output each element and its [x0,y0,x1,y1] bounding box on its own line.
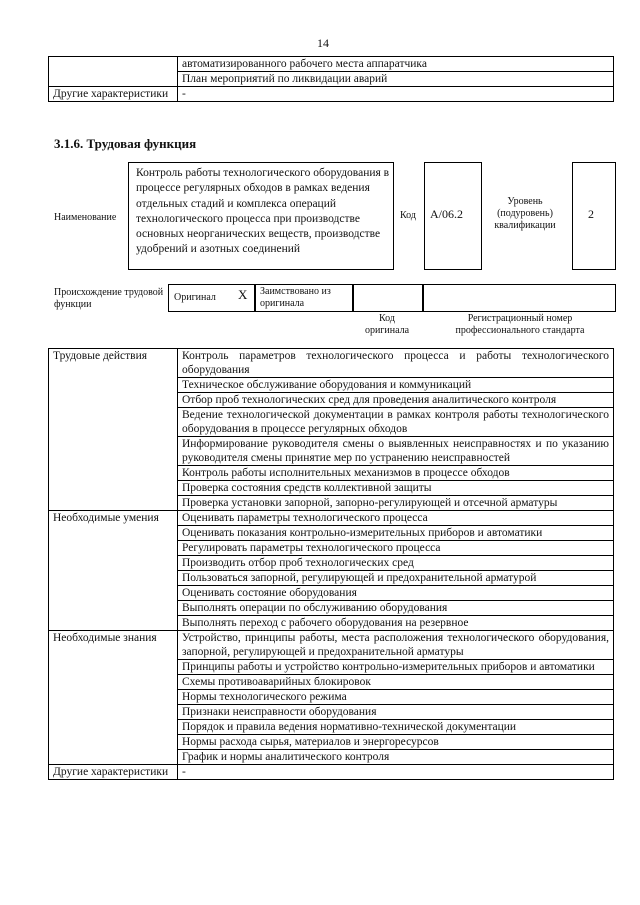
registration-caption: Регистрационный номер профессионального стандарта [455,313,585,336]
name-label: Наименование [54,212,117,223]
item-cell: Информирование руководителя смены о выявленных неисправностях и по указанию руководителя смены принятие мер по устранению неисправностей [178,437,614,466]
row-label: Другие характеристики [49,87,178,102]
item-cell: Ведение технологической документации в рамках контроля работы технологического оборудования в процессе регулярных обходов [178,408,614,437]
item-cell: Контроль работы исполнительных механизмов в процессе обходов [178,466,614,481]
group-label: Необходимые умения [49,511,178,631]
item-cell: Выполнять переход с рабочего оборудования на резервное [178,616,614,631]
table-cell: План мероприятий по ликвидации аварий [178,72,614,87]
table-row [49,511,614,526]
item-cell: Нормы технологического режима [178,690,614,705]
row-label [49,57,178,87]
item-cell: Признаки неисправности оборудования [178,705,614,720]
item-cell: Схемы противоаварийных блокировок [178,675,614,690]
level-box [572,162,616,270]
code-label: Код [400,210,416,221]
function-name: Контроль работы технологического оборудования в процессе регулярных обходов в рамках ведения отдельных стадий и комплекса операций технологического процесса при производстве основных неорганических веществ, производстве удобрений и азотных соединений [136,167,390,256]
original-label: Оригинал [174,292,216,303]
item-cell: Контроль параметров технологического процесса и работы технологического оборудования [178,349,614,378]
item-cell: Оценивать параметры технологического процесса [178,511,614,526]
borrowed-label: Заимствовано из оригинала [260,286,331,309]
item-cell: График и нормы аналитического контроля [178,750,614,765]
item-cell: Оценивать показания контрольно-измерительных приборов и автоматики [178,526,614,541]
table-cell: автоматизированного рабочего места аппаратчика [178,57,614,72]
item-cell: Проверка состояния средств коллективной защиты [178,481,614,496]
group-label: Другие характеристики [49,765,178,780]
item-cell: Проверка установки запорной, запорно-регулирующей и отсечной арматуры [178,496,614,511]
item-cell: - [178,765,614,780]
group-label: Трудовые действия [49,349,178,511]
page-number: 14 [317,36,329,50]
original-code-box [352,284,424,312]
original-mark: Х [238,287,248,302]
group-label: Необходимые знания [49,631,178,765]
item-cell: Устройство, принципы работы, места расположения технологического оборудования, запорной, регулирующей и предохранительной арматуры [178,631,614,660]
origin-label: Происхождение трудовой функции [54,287,164,310]
table-row [49,765,614,780]
code-caption: Код оригинала [364,313,410,336]
item-cell: Оценивать состояние оборудования [178,586,614,601]
level-value: 2 [588,207,594,221]
item-cell: Регулировать параметры технологического процесса [178,541,614,556]
function-details-table [48,348,614,780]
item-cell: Нормы расхода сырья, материалов и энергоресурсов [178,735,614,750]
item-cell: Порядок и правила ведения нормативно-технической документации [178,720,614,735]
item-cell: Техническое обслуживание оборудования и коммуникаций [178,378,614,393]
item-cell: Выполнять операции по обслуживанию оборудования [178,601,614,616]
table-row [49,87,614,102]
table-cell: - [178,87,614,102]
registration-box [422,284,616,312]
table-row [49,57,614,72]
section-heading: 3.1.6. Трудовая функция [54,136,197,151]
item-cell: Отбор проб технологических сред для проведения аналитического контроля [178,393,614,408]
code-value: А/06.2 [430,207,463,221]
level-label: Уровень (подуровень) квалификации [494,196,556,231]
item-cell: Принципы работы и устройство контрольно-измерительных приборов и автоматики [178,660,614,675]
item-cell: Пользоваться запорной, регулирующей и предохранительной арматурой [178,571,614,586]
table-row [49,631,614,660]
item-cell: Производить отбор проб технологических сред [178,556,614,571]
continuation-table [48,56,614,102]
table-row [49,349,614,378]
